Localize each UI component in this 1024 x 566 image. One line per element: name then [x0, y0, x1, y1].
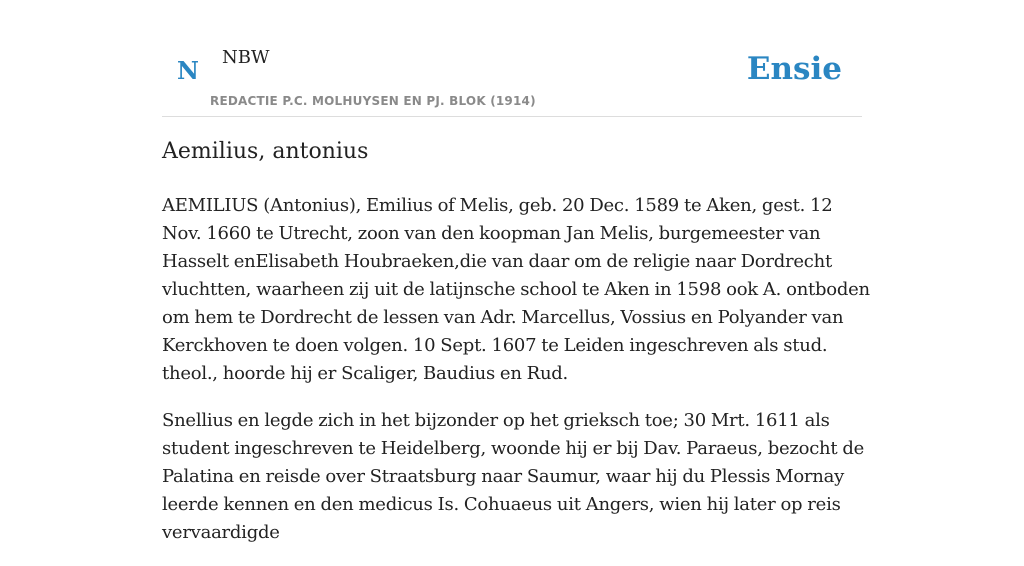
source-header: [162, 30, 862, 117]
article-paragraph: Snellius en legde zich in het bijzonder op het grieksch toe; 30 Mrt. 1611 als student ingeschreven te Heidelberg, woonde hij er bij Dav. Paraeus, bezocht de Palatina en reisde over Straatsburg naar Saumur, waar hij du Plessis Mornay leerde kennen en den medicus Is. Cohuaeus uit Angers, wien hij later op reis vervaardigde: [162, 410, 865, 543]
article-title: Aemilius, antonius: [162, 139, 369, 164]
source-subtitle: REDACTIE P.C. MOLHUYSEN EN PJ. BLOK (1914): [210, 94, 536, 108]
source-logo: N: [177, 56, 199, 85]
article-paragraph: AEMILIUS (Antonius), Emilius of Melis, geb. 20 Dec. 1589 te Aken, gest. 12 Nov. 1660 te Utrecht, zoon van den koopman Jan Melis, burgemeester van Hasselt enElisabeth Houbraeken,die van daar om de religie naar Dordrecht vluchtten, waarheen zij uit de latijnsche school te Aken in 1598 ook A. ontboden om hem te Dordrecht de lessen van Adr. Marcellus, Vossius en Polyander van Kerckhoven te doen volgen. 10 Sept. 1607 te Leiden ingeschreven als stud. theol., hoorde hij er Scaliger, Baudius en Rud.: [162, 195, 870, 384]
brand-logo-link[interactable]: Ensie: [746, 51, 842, 87]
article-body: [162, 192, 872, 566]
source-title[interactable]: NBW: [222, 47, 270, 68]
